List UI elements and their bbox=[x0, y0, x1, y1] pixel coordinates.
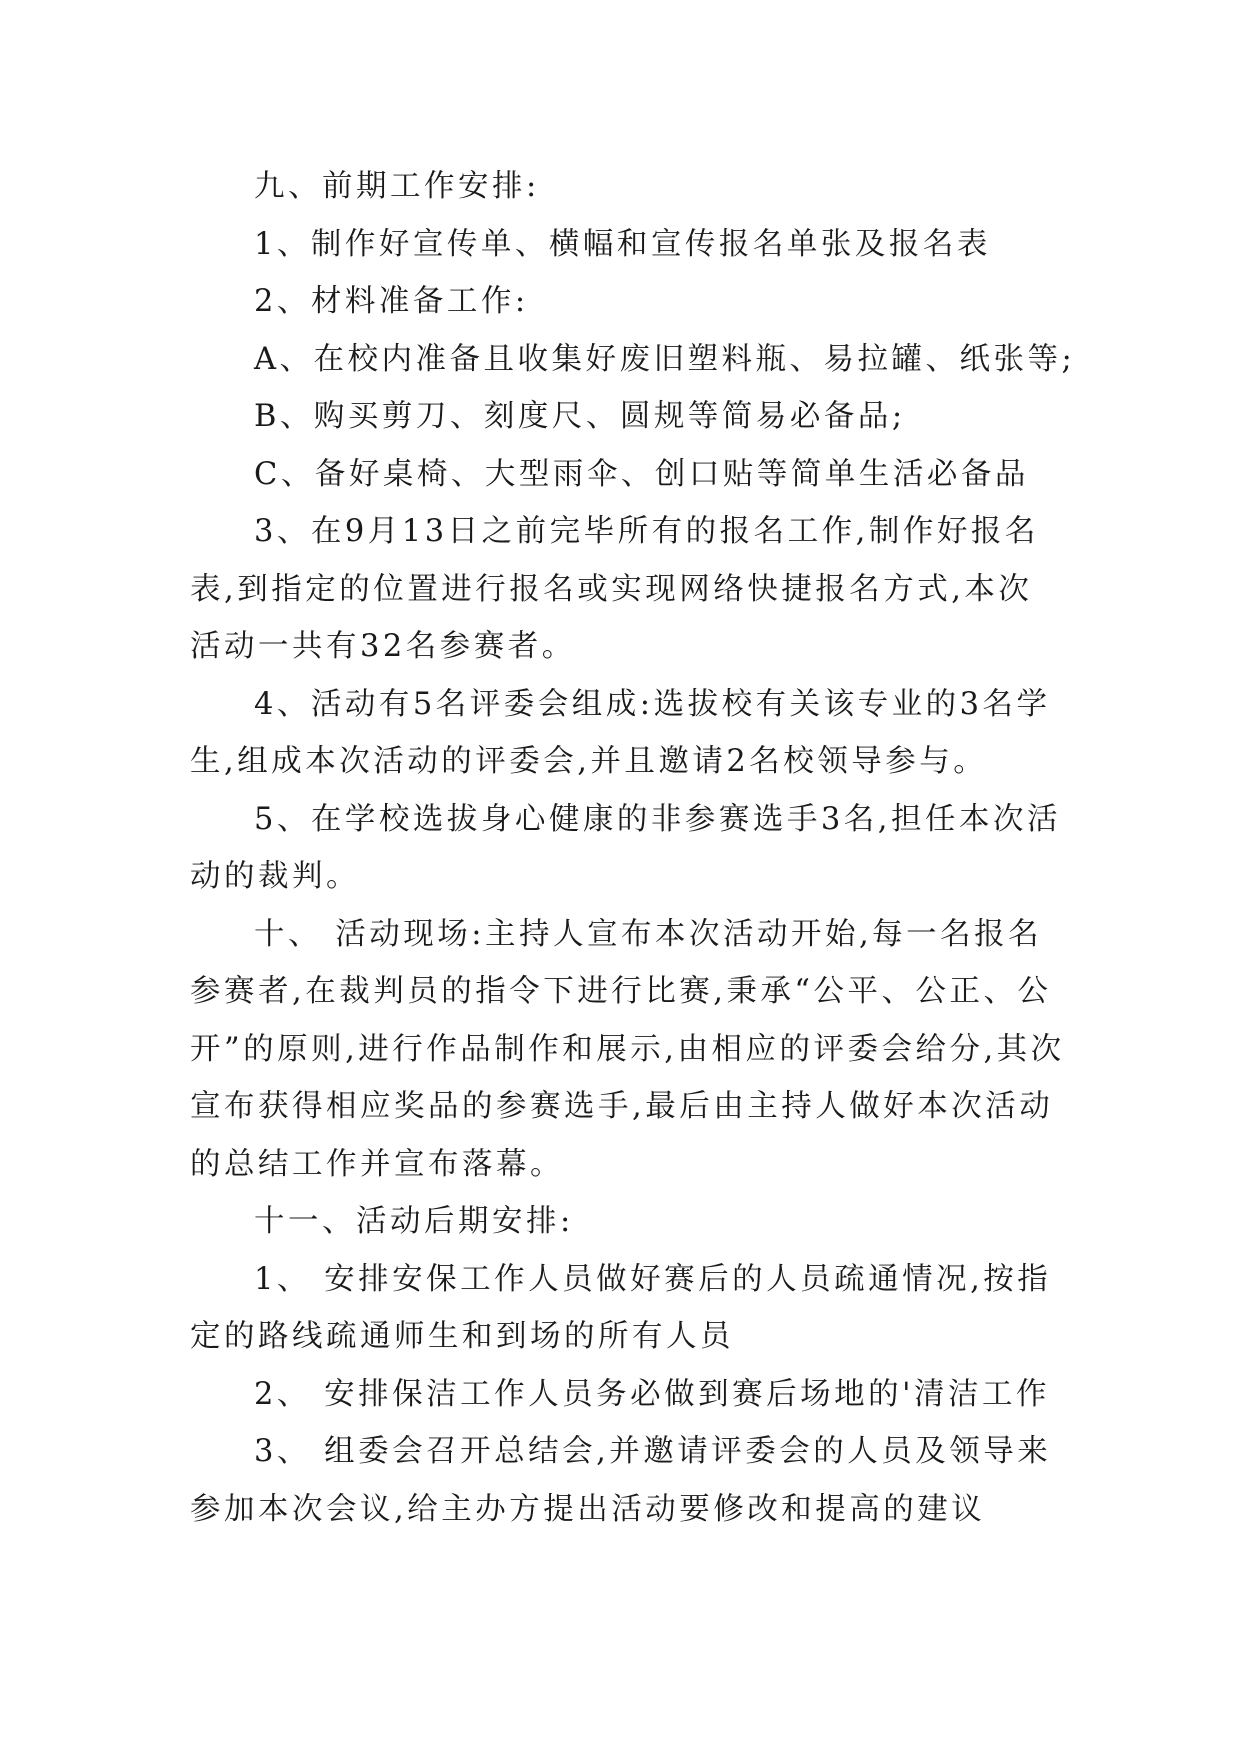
list-item: B、购买剪刀、刻度尺、圆规等简易必备品; bbox=[254, 399, 906, 434]
document-body bbox=[190, 158, 1076, 1538]
list-item: C、备好桌椅、大型雨伞、创口贴等简单生活必备品 bbox=[254, 456, 1029, 492]
list-item: 5、在学校选拔身心健康的非参赛选手3名,担任本次活动的裁判。 bbox=[190, 801, 1062, 894]
list-item: 1、 安排安保工作人员做好赛后的人员疏通情况,按指定的路线疏通师生和到场的所有人员 bbox=[190, 1261, 1052, 1354]
list-item: 1、制作好宣传单、横幅和宣传报名单张及报名表 bbox=[254, 226, 991, 262]
list-item: A、在校内准备且收集好废旧塑料瓶、易拉罐、纸张等; bbox=[254, 341, 1076, 377]
section-heading-preparation: 九、前期工作安排: bbox=[254, 169, 540, 204]
section-body-event-site: 十、 活动现场:主持人宣布本次活动开始,每一名报名参赛者,在裁判员的指令下进行比赛,秉承“公平、公正、公开”的原则,进行作品制作和展示,由相应的评委会给分,其次宣布获得相应奖品的参赛选手,最后由主持人做好本次活动的总结工作并宣布落幕。 bbox=[190, 916, 1065, 1182]
list-item: 3、 组委会召开总结会,并邀请评委会的人员及领导来参加本次会议,给主办方提出活动要修改和提高的建议 bbox=[190, 1434, 1052, 1527]
section-heading-post-event: 十一、活动后期安排: bbox=[254, 1204, 574, 1239]
list-item: 4、活动有5名评委会组成:选拔校有关该专业的3名学生,组成本次活动的评委会,并且邀请2名校领导参与。 bbox=[190, 686, 1051, 779]
list-item: 2、 安排保洁工作人员务必做到赛后场地的'清洁工作 bbox=[254, 1376, 1050, 1412]
list-item: 3、在9月13日之前完毕所有的报名工作,制作好报名表,到指定的位置进行报名或实现网络快捷报名方式,本次活动一共有32名参赛者。 bbox=[190, 514, 1039, 664]
list-item: 2、材料准备工作: bbox=[254, 284, 529, 319]
